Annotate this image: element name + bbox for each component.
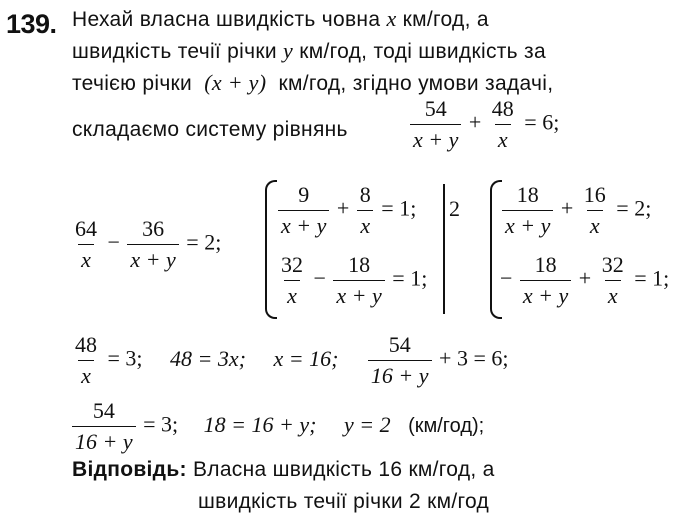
problem-line-1 [72,3,489,36]
problem-line-2 [72,35,546,68]
line2-text: швидкість течії річки [72,40,277,63]
minus-sign: − [313,265,326,291]
fraction: $\frac{18}{x + y}$ [333,252,384,309]
step: y = 2 [343,411,391,437]
equation-rhs: = 1; [392,265,428,291]
equation-rhs: = 2; [616,195,652,221]
equation-1 [408,96,559,153]
line3-expr: (x + y) [204,70,267,95]
fraction: $\frac{8}{x}$ [357,182,374,239]
system-1-row-1 [276,182,416,239]
fraction: $\frac{36}{x + y}$ [127,216,178,273]
unit: (км/год); [408,414,485,437]
plus-sign: + [468,109,482,135]
multiplier-bar [443,184,445,314]
plus-sign: + [578,265,592,291]
step: 18 = 16 + y; [203,411,317,437]
fraction: $\frac{64}{x}$ [75,216,97,272]
line3-text: течією річки [72,72,193,95]
problem-line-4: складаємо систему рівнянь [72,118,348,141]
minus-sign: − [500,265,513,291]
equation-rhs: = 2; [186,229,222,255]
line3-tail: км/год, згідно умови задачі, [278,72,554,95]
answer-line-2: швидкість течії річки 2 км/год [198,490,490,513]
fraction: $\frac{18}{x + y}$ [520,252,571,309]
solution-row-3 [70,332,508,389]
answer-line-1 [72,454,495,486]
system-1-row-2 [276,252,427,309]
plus-sign: + [560,195,574,221]
equation-rhs: = 1; [381,195,417,221]
fraction: $\frac{16}{x}$ [583,182,606,238]
problem-number: 139. [6,9,57,39]
equation-2 [70,216,221,273]
multiplier: 2 [449,196,460,221]
fraction: $\frac{48}{x}$ [491,96,514,152]
equation-rhs: = 6; [524,109,560,135]
equation-rhs: + 3 = 6; [439,345,509,371]
plus-sign: + [336,195,350,221]
fraction: $\frac{48}{x}$ [75,332,97,388]
line1-tail: км/год, а [402,8,489,31]
system-2-row-1 [500,182,651,239]
step: 48 = 3x; [170,345,246,371]
line2-var: y [283,38,294,63]
step: x = 16; [273,345,339,371]
equation-rhs: = 3; [143,411,179,437]
line1-text: Нехай власна швидкість човна [72,8,381,31]
minus-sign: − [107,229,120,255]
fraction: $\frac{32}{x}$ [601,252,624,308]
equation-rhs: = 1; [634,265,670,291]
line1-var: x [386,6,397,31]
fraction: $\frac{54}{16 + y}$ [368,332,432,389]
fraction: $\frac{54}{16 + y}$ [72,398,136,455]
fraction: $\frac{54}{x + y}$ [410,96,461,153]
fraction: $\frac{32}{x}$ [281,252,303,308]
fraction: $\frac{18}{x + y}$ [502,182,553,239]
line2-tail: км/год, тоді швидкість за [299,40,546,63]
answer-label: Відповідь: [72,458,187,481]
answer-text-1: Власна швидкість 16 км/год, а [192,458,495,481]
solution-row-4 [70,398,484,455]
fraction: $\frac{9}{x + y}$ [278,182,329,239]
equation-rhs: = 3; [107,345,143,371]
system-2-row-2 [500,252,669,309]
